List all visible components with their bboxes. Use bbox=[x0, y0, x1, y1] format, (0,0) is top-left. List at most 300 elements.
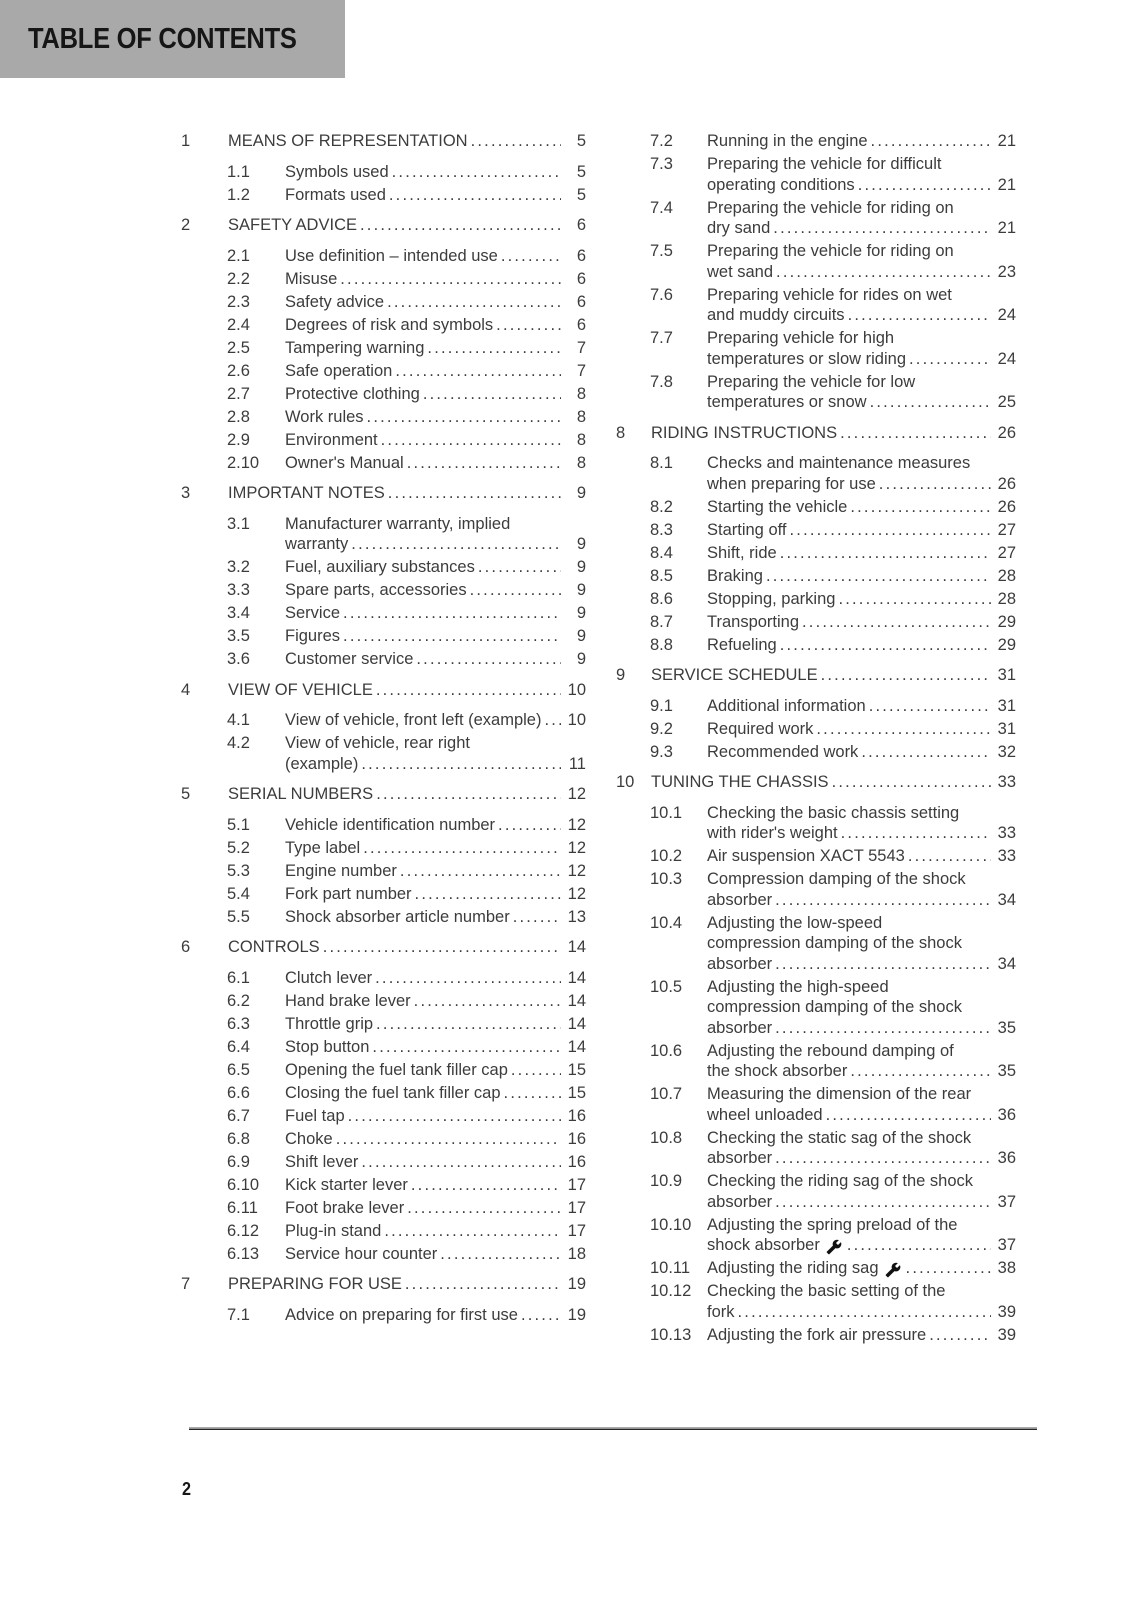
toc-entry-line bbox=[285, 1221, 586, 1242]
toc-entry-row bbox=[616, 1258, 1016, 1279]
toc-entry-line bbox=[707, 1018, 1016, 1039]
toc-entry-page: 24 bbox=[997, 306, 1016, 324]
toc-entry-number: 2.7 bbox=[227, 384, 250, 403]
toc-entry-title: shock absorber bbox=[707, 1236, 820, 1254]
toc-entry-title: temperatures or snow bbox=[707, 393, 867, 411]
toc-entry-number: 3 bbox=[181, 484, 191, 502]
toc-entry-title: Customer service bbox=[285, 650, 414, 668]
toc-entry-number: 10.10 bbox=[650, 1215, 692, 1234]
dot-leader bbox=[381, 430, 561, 451]
toc-entry-line bbox=[228, 784, 586, 805]
toc-entry-page: 28 bbox=[997, 566, 1016, 585]
toc-entry-line bbox=[285, 1244, 586, 1265]
toc-entry-row bbox=[181, 407, 586, 428]
toc-entry-page: 21 bbox=[997, 175, 1016, 194]
toc-entry-number: 8 bbox=[616, 423, 626, 442]
toc-entry-body bbox=[285, 162, 586, 183]
toc-entry-page: 12 bbox=[567, 785, 586, 803]
toc-entry-line: Preparing vehicle for rides on wet bbox=[707, 285, 952, 304]
toc-entry-title: Recommended work bbox=[707, 742, 859, 761]
toc-entry-line bbox=[707, 1061, 1016, 1082]
dot-leader bbox=[360, 215, 561, 236]
toc-entry-line bbox=[707, 543, 1016, 564]
toc-entry-line bbox=[285, 269, 586, 290]
toc-entry-page: 12 bbox=[567, 884, 586, 903]
toc-entry-number: 10.1 bbox=[650, 803, 683, 822]
toc-entry-page: 17 bbox=[567, 1198, 586, 1217]
toc-entry-body bbox=[707, 543, 1016, 564]
toc-entry-body bbox=[707, 241, 1016, 282]
dot-leader bbox=[858, 175, 991, 196]
toc-entry-row bbox=[181, 162, 586, 183]
toc-entry-number: 4.2 bbox=[227, 734, 250, 752]
dot-leader bbox=[838, 589, 991, 610]
toc-entry-row bbox=[181, 1175, 586, 1196]
toc-entry-title: absorber bbox=[707, 1192, 773, 1211]
dot-leader bbox=[367, 407, 561, 428]
toc-entry-line bbox=[707, 349, 1016, 370]
toc-entry-title: dry sand bbox=[707, 219, 771, 237]
toc-entry-page: 33 bbox=[997, 847, 1016, 865]
toc-entry-body bbox=[707, 453, 1016, 494]
toc-entry-line: Manufacturer warranty, implied bbox=[285, 514, 511, 533]
toc-entry-number: 1.2 bbox=[227, 185, 250, 204]
toc-entry-page: 10 bbox=[567, 711, 586, 729]
toc-entry-number: 6.8 bbox=[227, 1129, 250, 1148]
toc-entry-body bbox=[228, 680, 586, 701]
toc-entry-row bbox=[181, 1305, 586, 1326]
toc-entry-title: wet sand bbox=[707, 262, 774, 281]
toc-entry-page: 24 bbox=[997, 349, 1016, 368]
toc-entry-number: 7.3 bbox=[650, 155, 673, 173]
toc-entry-line bbox=[285, 453, 586, 474]
toc-entry-page: 35 bbox=[997, 1062, 1016, 1080]
toc-entry-line bbox=[651, 665, 1016, 686]
toc-entry-number: 4 bbox=[181, 680, 191, 699]
toc-entry-number: 3.2 bbox=[227, 558, 250, 576]
toc-entry-title: IMPORTANT NOTES bbox=[228, 484, 385, 502]
toc-entry-body bbox=[285, 338, 586, 359]
toc-entry-line bbox=[707, 1325, 1016, 1346]
dot-leader bbox=[802, 612, 991, 633]
dot-leader bbox=[478, 557, 561, 578]
dot-leader bbox=[387, 292, 561, 313]
toc-entry-line bbox=[707, 635, 1016, 656]
toc-chapter-row bbox=[181, 680, 586, 701]
toc-entry-number: 7.7 bbox=[650, 329, 673, 347]
toc-entry-title: Symbols used bbox=[285, 162, 389, 181]
toc-entry-title: Choke bbox=[285, 1129, 333, 1148]
toc-entry-title: Shock absorber article number bbox=[285, 907, 510, 926]
toc-entry-page: 25 bbox=[997, 393, 1016, 411]
toc-entry-line bbox=[285, 430, 586, 451]
toc-entry-line bbox=[707, 890, 1016, 911]
toc-entry-number: 2.5 bbox=[227, 338, 250, 357]
toc-entry-number: 2.10 bbox=[227, 453, 260, 472]
dot-leader bbox=[395, 361, 561, 382]
toc-entry-line bbox=[707, 1235, 1016, 1256]
dot-leader bbox=[389, 185, 561, 206]
toc-entry-page: 5 bbox=[576, 162, 586, 181]
toc-entry-row bbox=[181, 1152, 586, 1173]
toc-entry-line bbox=[228, 131, 586, 152]
toc-entry-line bbox=[285, 384, 586, 405]
toc-entry-body bbox=[707, 497, 1016, 518]
toc-entry-body bbox=[285, 1129, 586, 1150]
toc-entry-line bbox=[285, 754, 586, 775]
toc-entry-line: Preparing the vehicle for riding on bbox=[707, 198, 954, 217]
toc-entry-line bbox=[285, 838, 586, 859]
toc-entry-row bbox=[616, 869, 1016, 910]
toc-entry-line bbox=[285, 1152, 586, 1173]
toc-entry-line bbox=[707, 566, 1016, 587]
toc-entry-number: 3.4 bbox=[227, 604, 250, 622]
toc-entry-number: 2.2 bbox=[227, 269, 250, 288]
toc-entry-body bbox=[285, 968, 586, 989]
dot-leader bbox=[513, 907, 561, 928]
toc-entry-line bbox=[707, 1192, 1016, 1213]
toc-entry-body bbox=[285, 649, 586, 670]
toc-entry-row bbox=[181, 1060, 586, 1081]
toc-entry-line bbox=[228, 483, 586, 504]
toc-entry-line bbox=[285, 1129, 586, 1150]
toc-entry-page: 26 bbox=[997, 497, 1016, 516]
toc-entry-page: 9 bbox=[576, 484, 586, 502]
toc-entry-title: Use definition – intended use bbox=[285, 246, 498, 265]
dot-leader bbox=[775, 1148, 991, 1169]
toc-entry-row bbox=[181, 603, 586, 624]
toc-entry-page: 6 bbox=[576, 246, 586, 265]
toc-entry-title: SAFETY ADVICE bbox=[228, 216, 357, 234]
toc-entry-title: wheel unloaded bbox=[707, 1105, 823, 1124]
toc-entry-line bbox=[228, 937, 586, 958]
toc-entry-body bbox=[707, 846, 1016, 867]
toc-entry-number: 6.12 bbox=[227, 1221, 260, 1240]
toc-entry-number: 7.2 bbox=[650, 132, 673, 150]
toc-entry-number: 2.3 bbox=[227, 292, 250, 311]
dot-leader bbox=[376, 1014, 561, 1035]
toc-entry-body bbox=[285, 907, 586, 928]
dot-leader bbox=[780, 635, 991, 656]
toc-entry-page: 9 bbox=[576, 627, 586, 645]
toc-entry-page: 10 bbox=[567, 680, 586, 699]
toc-entry-body bbox=[285, 384, 586, 405]
toc-entry-line bbox=[285, 361, 586, 382]
toc-entry-body bbox=[285, 1221, 586, 1242]
dot-leader bbox=[375, 968, 561, 989]
dot-leader bbox=[414, 991, 561, 1012]
toc-entry-page: 31 bbox=[997, 666, 1016, 684]
toc-entry-page: 14 bbox=[567, 1037, 586, 1056]
dot-leader bbox=[841, 823, 991, 844]
toc-entry-number: 3.3 bbox=[227, 581, 250, 599]
toc-entry-line bbox=[651, 772, 1016, 793]
toc-entry-row bbox=[181, 1037, 586, 1058]
toc-entry-body bbox=[285, 407, 586, 428]
toc-entry-page: 14 bbox=[567, 991, 586, 1010]
dot-leader bbox=[501, 246, 561, 267]
toc-entry-title: Clutch lever bbox=[285, 968, 373, 987]
toc-entry-page: 9 bbox=[576, 581, 586, 599]
dot-leader bbox=[869, 696, 991, 717]
toc-entry-page: 8 bbox=[576, 430, 586, 449]
toc-entry-number: 8.2 bbox=[650, 497, 673, 516]
toc-entry-number: 6.1 bbox=[227, 968, 250, 987]
toc-entry-page: 23 bbox=[997, 262, 1016, 281]
toc-entry-page: 34 bbox=[997, 954, 1016, 973]
toc-entry-row bbox=[181, 580, 586, 601]
toc-entry-body bbox=[228, 131, 586, 152]
toc-entry-page: 7 bbox=[576, 338, 586, 357]
toc-entry-title: absorber bbox=[707, 954, 773, 973]
dot-leader bbox=[363, 838, 561, 859]
toc-entry-page: 6 bbox=[576, 315, 586, 334]
toc-entry-row bbox=[616, 696, 1016, 717]
dot-leader bbox=[821, 665, 991, 686]
toc-entry-row bbox=[616, 846, 1016, 867]
toc-entry-number: 10.6 bbox=[650, 1041, 683, 1060]
toc-entry-row bbox=[181, 861, 586, 882]
dot-leader bbox=[909, 349, 991, 370]
toc-entry-row bbox=[616, 719, 1016, 740]
toc-entry-row bbox=[181, 430, 586, 451]
toc-entry-row bbox=[616, 1281, 1016, 1322]
toc-entry-row bbox=[616, 372, 1016, 413]
dot-leader bbox=[348, 1106, 561, 1127]
toc-entry-page: 19 bbox=[567, 1275, 586, 1293]
dot-leader bbox=[392, 162, 561, 183]
toc-entry-row bbox=[616, 1041, 1016, 1082]
toc-chapter-row bbox=[181, 483, 586, 504]
toc-entry-body bbox=[707, 1325, 1016, 1346]
dot-leader bbox=[343, 603, 561, 624]
toc-entry-line bbox=[707, 175, 1016, 196]
toc-entry-title: MEANS OF REPRESENTATION bbox=[228, 132, 468, 150]
toc-entry-body bbox=[707, 1084, 1016, 1125]
toc-entry-row bbox=[616, 198, 1016, 239]
toc-entry-body bbox=[707, 1258, 1016, 1279]
toc-entry-line bbox=[285, 710, 586, 731]
toc-entry-row bbox=[181, 557, 586, 578]
toc-entry-body bbox=[285, 246, 586, 267]
toc-entry-number: 8.5 bbox=[650, 566, 673, 585]
toc-entry-body bbox=[285, 1060, 586, 1081]
toc-entry-row bbox=[616, 453, 1016, 494]
toc-entry-row bbox=[181, 907, 586, 928]
dot-leader bbox=[416, 649, 561, 670]
toc-entry-body bbox=[228, 937, 586, 958]
dot-leader bbox=[405, 1274, 561, 1295]
toc-entry-page: 6 bbox=[576, 216, 586, 234]
toc-entry-row bbox=[181, 246, 586, 267]
dot-leader bbox=[816, 719, 991, 740]
toc-entry-body bbox=[707, 1128, 1016, 1169]
toc-entry-line bbox=[285, 557, 586, 578]
toc-entry-line bbox=[285, 185, 586, 206]
dot-leader bbox=[906, 1258, 991, 1279]
toc-entry-number: 9 bbox=[616, 666, 626, 684]
dot-leader bbox=[738, 1302, 991, 1323]
dot-leader bbox=[775, 1192, 991, 1213]
toc-entry-title: VIEW OF VEHICLE bbox=[228, 680, 373, 699]
toc-entry-body bbox=[707, 131, 1016, 152]
toc-entry-number: 8.6 bbox=[650, 589, 673, 608]
toc-entry-title: Environment bbox=[285, 430, 378, 449]
toc-entry-title: Air suspension XACT 5543 bbox=[707, 847, 905, 865]
toc-entry-line: Checking the basic chassis setting bbox=[707, 803, 960, 822]
toc-entry-number: 10.5 bbox=[650, 977, 683, 996]
toc-entry-body bbox=[285, 1014, 586, 1035]
toc-entry-line bbox=[285, 1198, 586, 1219]
toc-entry-body bbox=[285, 603, 586, 624]
dot-leader bbox=[411, 1175, 561, 1196]
toc-entry-body bbox=[285, 1175, 586, 1196]
toc-entry-line bbox=[228, 215, 586, 236]
dot-leader bbox=[427, 338, 561, 359]
toc-entry-page: 9 bbox=[576, 650, 586, 668]
toc-entry-line bbox=[285, 991, 586, 1012]
toc-entry-title: Starting off bbox=[707, 520, 787, 539]
toc-entry-line bbox=[285, 246, 586, 267]
toc-chapter-row bbox=[616, 772, 1016, 793]
toc-entry-title: Work rules bbox=[285, 407, 364, 426]
toc-entry-page: 5 bbox=[576, 132, 586, 150]
toc-entry-body bbox=[285, 861, 586, 882]
toc-entry-page: 12 bbox=[567, 815, 586, 834]
toc-entry-body bbox=[285, 1198, 586, 1219]
toc-entry-line bbox=[707, 612, 1016, 633]
toc-entry-row bbox=[616, 1084, 1016, 1125]
toc-entry-number: 3.5 bbox=[227, 627, 250, 645]
toc-column-left bbox=[181, 131, 586, 1328]
toc-entry-body bbox=[707, 566, 1016, 587]
toc-entry-number: 5.3 bbox=[227, 861, 250, 880]
toc-entry-page: 8 bbox=[576, 453, 586, 472]
toc-entry-line bbox=[285, 968, 586, 989]
toc-entry-line bbox=[707, 131, 1016, 152]
toc-entry-body bbox=[707, 154, 1016, 195]
toc-entry-number: 6.11 bbox=[227, 1198, 258, 1217]
toc-entry-page: 14 bbox=[567, 1014, 586, 1033]
dot-leader bbox=[929, 1325, 991, 1346]
toc-entry-body bbox=[707, 696, 1016, 717]
toc-entry-line bbox=[285, 407, 586, 428]
toc-chapter-row bbox=[181, 1274, 586, 1295]
dot-leader bbox=[850, 1061, 991, 1082]
toc-entry-body bbox=[228, 784, 586, 805]
toc-entry-body bbox=[285, 292, 586, 313]
toc-entry-row bbox=[181, 991, 586, 1012]
toc-entry-line bbox=[707, 1105, 1016, 1126]
toc-entry-line bbox=[707, 696, 1016, 717]
dot-leader bbox=[504, 1083, 561, 1104]
toc-entry-row bbox=[181, 514, 586, 555]
dot-leader bbox=[879, 474, 991, 495]
toc-entry-title: Safety advice bbox=[285, 292, 385, 311]
toc-entry-title: warranty bbox=[285, 535, 349, 553]
toc-entry-row bbox=[181, 1221, 586, 1242]
dot-leader bbox=[832, 772, 991, 793]
toc-entry-number: 7 bbox=[181, 1275, 191, 1293]
toc-entry-number: 2.6 bbox=[227, 361, 250, 380]
toc-entry-number: 6.4 bbox=[227, 1037, 250, 1056]
wrench-icon bbox=[885, 1262, 901, 1278]
dot-leader bbox=[775, 890, 991, 911]
toc-entry-number: 8.7 bbox=[650, 612, 673, 631]
toc-entry-row bbox=[616, 1128, 1016, 1169]
toc-entry-number: 10 bbox=[616, 773, 635, 791]
toc-entry-body bbox=[707, 612, 1016, 633]
toc-entry-line bbox=[285, 1175, 586, 1196]
toc-entry-title: CONTROLS bbox=[228, 938, 320, 956]
toc-entry-number: 10.13 bbox=[650, 1325, 692, 1344]
toc-entry-row bbox=[616, 131, 1016, 152]
toc-entry-number: 2 bbox=[181, 216, 191, 234]
toc-entry-row bbox=[181, 1106, 586, 1127]
toc-chapter-row bbox=[181, 215, 586, 236]
toc-entry-title: Fuel, auxiliary substances bbox=[285, 558, 475, 576]
toc-entry-line bbox=[228, 1274, 586, 1295]
toc-entry-line bbox=[707, 1302, 1016, 1323]
dot-leader bbox=[361, 754, 561, 775]
toc-entry-row bbox=[181, 453, 586, 474]
toc-entry-row bbox=[616, 913, 1016, 975]
header-banner bbox=[0, 0, 345, 78]
toc-entry-page: 37 bbox=[997, 1192, 1016, 1211]
toc-entry-page: 16 bbox=[567, 1129, 586, 1148]
toc-entry-title: Safe operation bbox=[285, 361, 393, 380]
toc-entry-number: 6.5 bbox=[227, 1060, 250, 1079]
toc-entry-row bbox=[616, 520, 1016, 541]
toc-entry-page: 12 bbox=[567, 838, 586, 857]
toc-entry-body bbox=[285, 710, 586, 731]
toc-entry-number: 5.5 bbox=[227, 907, 250, 926]
toc-entry-row bbox=[181, 815, 586, 836]
toc-entry-title: Service bbox=[285, 604, 341, 622]
toc-entry-line: Preparing vehicle for high bbox=[707, 329, 895, 347]
toc-entry-page: 29 bbox=[997, 635, 1016, 654]
toc-entry-number: 10.7 bbox=[650, 1085, 683, 1103]
toc-entry-line: Preparing the vehicle for riding on bbox=[707, 242, 954, 260]
toc-entry-title: Hand brake lever bbox=[285, 991, 411, 1010]
toc-entry-number: 7.5 bbox=[650, 242, 673, 260]
toc-entry-title: Misuse bbox=[285, 269, 338, 288]
dot-leader bbox=[773, 218, 991, 239]
footer-divider bbox=[189, 1427, 1037, 1430]
toc-entry-title: SERVICE SCHEDULE bbox=[651, 666, 818, 684]
toc-entry-title: Fork part number bbox=[285, 884, 412, 903]
toc-entry-page: 39 bbox=[997, 1325, 1016, 1344]
toc-entry-body bbox=[285, 626, 586, 647]
toc-entry-page: 21 bbox=[997, 132, 1016, 150]
toc-entry-line: compression damping of the shock bbox=[707, 934, 962, 952]
toc-entry-title: Protective clothing bbox=[285, 384, 420, 403]
toc-entry-row bbox=[616, 543, 1016, 564]
toc-entry-line bbox=[707, 1258, 1016, 1279]
toc-entry-body bbox=[707, 803, 1016, 844]
toc-entry-line bbox=[707, 305, 1016, 326]
toc-entry-number: 6.7 bbox=[227, 1106, 250, 1125]
toc-entry-title: Throttle grip bbox=[285, 1014, 374, 1033]
toc-entry-line bbox=[285, 534, 586, 555]
toc-entry-number: 3.6 bbox=[227, 650, 250, 668]
toc-entry-page: 16 bbox=[567, 1152, 586, 1171]
toc-entry-page: 31 bbox=[997, 696, 1016, 715]
toc-entry-row bbox=[616, 1215, 1016, 1256]
toc-entry-page: 6 bbox=[576, 292, 586, 311]
toc-entry-row bbox=[181, 361, 586, 382]
toc-entry-page: 12 bbox=[567, 861, 586, 880]
